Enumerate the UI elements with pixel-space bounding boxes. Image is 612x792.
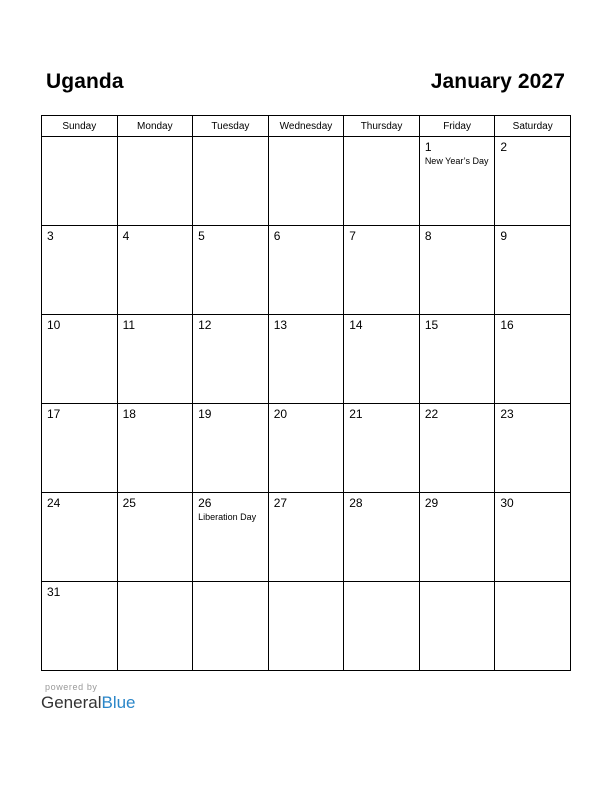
week-row (42, 493, 571, 582)
day-cell (419, 315, 495, 404)
day-cell (117, 493, 193, 582)
day-cell (117, 315, 193, 404)
day-number: 2 (500, 140, 508, 154)
day-number (344, 582, 419, 585)
day-number: 28 (349, 496, 363, 510)
day-number: 9 (500, 229, 508, 243)
day-cell (495, 137, 571, 226)
day-number (118, 582, 193, 585)
day-cell (193, 582, 269, 671)
day-cell (419, 493, 495, 582)
day-number: 8 (424, 229, 432, 243)
day-cell (344, 493, 420, 582)
day-cell (268, 404, 344, 493)
day-cell (193, 493, 269, 582)
day-cell (268, 137, 344, 226)
day-cell (344, 404, 420, 493)
day-number: 30 (500, 496, 514, 510)
day-number: 14 (349, 318, 363, 332)
week-row (42, 582, 571, 671)
day-number: 1 (424, 140, 432, 154)
day-cell (42, 493, 118, 582)
day-number (495, 582, 570, 585)
weekday-header: Thursday (344, 116, 420, 137)
day-number (269, 137, 344, 140)
logo-text-blue: Blue (101, 693, 136, 712)
day-number: 21 (349, 407, 363, 421)
holiday-label: Liberation Day (198, 512, 257, 522)
week-row (42, 404, 571, 493)
day-number: 11 (122, 318, 136, 332)
day-cell (268, 493, 344, 582)
day-cell (495, 404, 571, 493)
day-number: 23 (500, 407, 514, 421)
day-number: 20 (273, 407, 288, 421)
weekday-header: Wednesday (268, 116, 344, 137)
day-cell (42, 226, 118, 315)
day-cell (42, 137, 118, 226)
day-number: 13 (273, 318, 288, 332)
day-number: 17 (47, 407, 61, 421)
day-cell (117, 582, 193, 671)
weekday-header-row (42, 116, 571, 137)
calendar-grid (41, 115, 571, 671)
day-cell (42, 404, 118, 493)
day-number: 7 (349, 229, 356, 243)
day-cell (495, 226, 571, 315)
day-number: 19 (198, 407, 212, 421)
week-row (42, 226, 571, 315)
day-cell (117, 137, 193, 226)
day-cell (193, 315, 269, 404)
day-cell (419, 404, 495, 493)
day-number: 5 (198, 229, 205, 243)
day-number: 4 (122, 229, 130, 243)
day-cell (117, 226, 193, 315)
day-cell (344, 137, 420, 226)
day-number (269, 582, 344, 585)
month-year-title: January 2027 (430, 70, 565, 93)
day-number: 24 (47, 496, 61, 510)
day-number: 26 (198, 496, 212, 510)
day-cell (419, 137, 495, 226)
day-number (420, 582, 495, 585)
day-number (118, 137, 193, 140)
day-number: 31 (47, 585, 61, 599)
weekday-header: Sunday (42, 116, 118, 137)
day-cell (419, 226, 495, 315)
day-number: 12 (198, 318, 212, 332)
day-number: 22 (424, 407, 439, 421)
day-cell (495, 582, 571, 671)
day-number (193, 137, 268, 140)
week-row (42, 315, 571, 404)
day-cell (268, 226, 344, 315)
powered-by-label: powered by (45, 682, 98, 692)
day-cell (193, 226, 269, 315)
day-number: 27 (273, 496, 288, 510)
day-cell (193, 404, 269, 493)
weekday-header: Tuesday (193, 116, 269, 137)
day-number: 3 (47, 229, 54, 243)
logo-text-general: General (41, 693, 102, 712)
day-number (193, 582, 268, 585)
day-number: 16 (500, 318, 514, 332)
day-cell (268, 315, 344, 404)
weekday-header: Friday (419, 116, 495, 137)
day-cell (495, 315, 571, 404)
day-cell (495, 493, 571, 582)
holiday-label: New Year’s Day (424, 156, 489, 166)
weekday-header: Monday (117, 116, 193, 137)
country-title: Uganda (46, 70, 124, 93)
day-cell (344, 582, 420, 671)
day-number: 25 (122, 496, 136, 510)
day-cell (42, 582, 118, 671)
day-number: 10 (47, 318, 61, 332)
day-cell (117, 404, 193, 493)
day-cell (193, 137, 269, 226)
day-number: 29 (424, 496, 439, 510)
day-number (344, 137, 419, 140)
weekday-header: Saturday (495, 116, 571, 137)
day-number (42, 137, 117, 140)
day-cell (344, 315, 420, 404)
week-row (42, 137, 571, 226)
day-number: 15 (424, 318, 439, 332)
day-cell (344, 226, 420, 315)
day-cell (419, 582, 495, 671)
day-number: 18 (122, 407, 136, 421)
day-cell (42, 315, 118, 404)
day-cell (268, 582, 344, 671)
day-number: 6 (273, 229, 281, 243)
generalblue-logo (41, 693, 136, 713)
